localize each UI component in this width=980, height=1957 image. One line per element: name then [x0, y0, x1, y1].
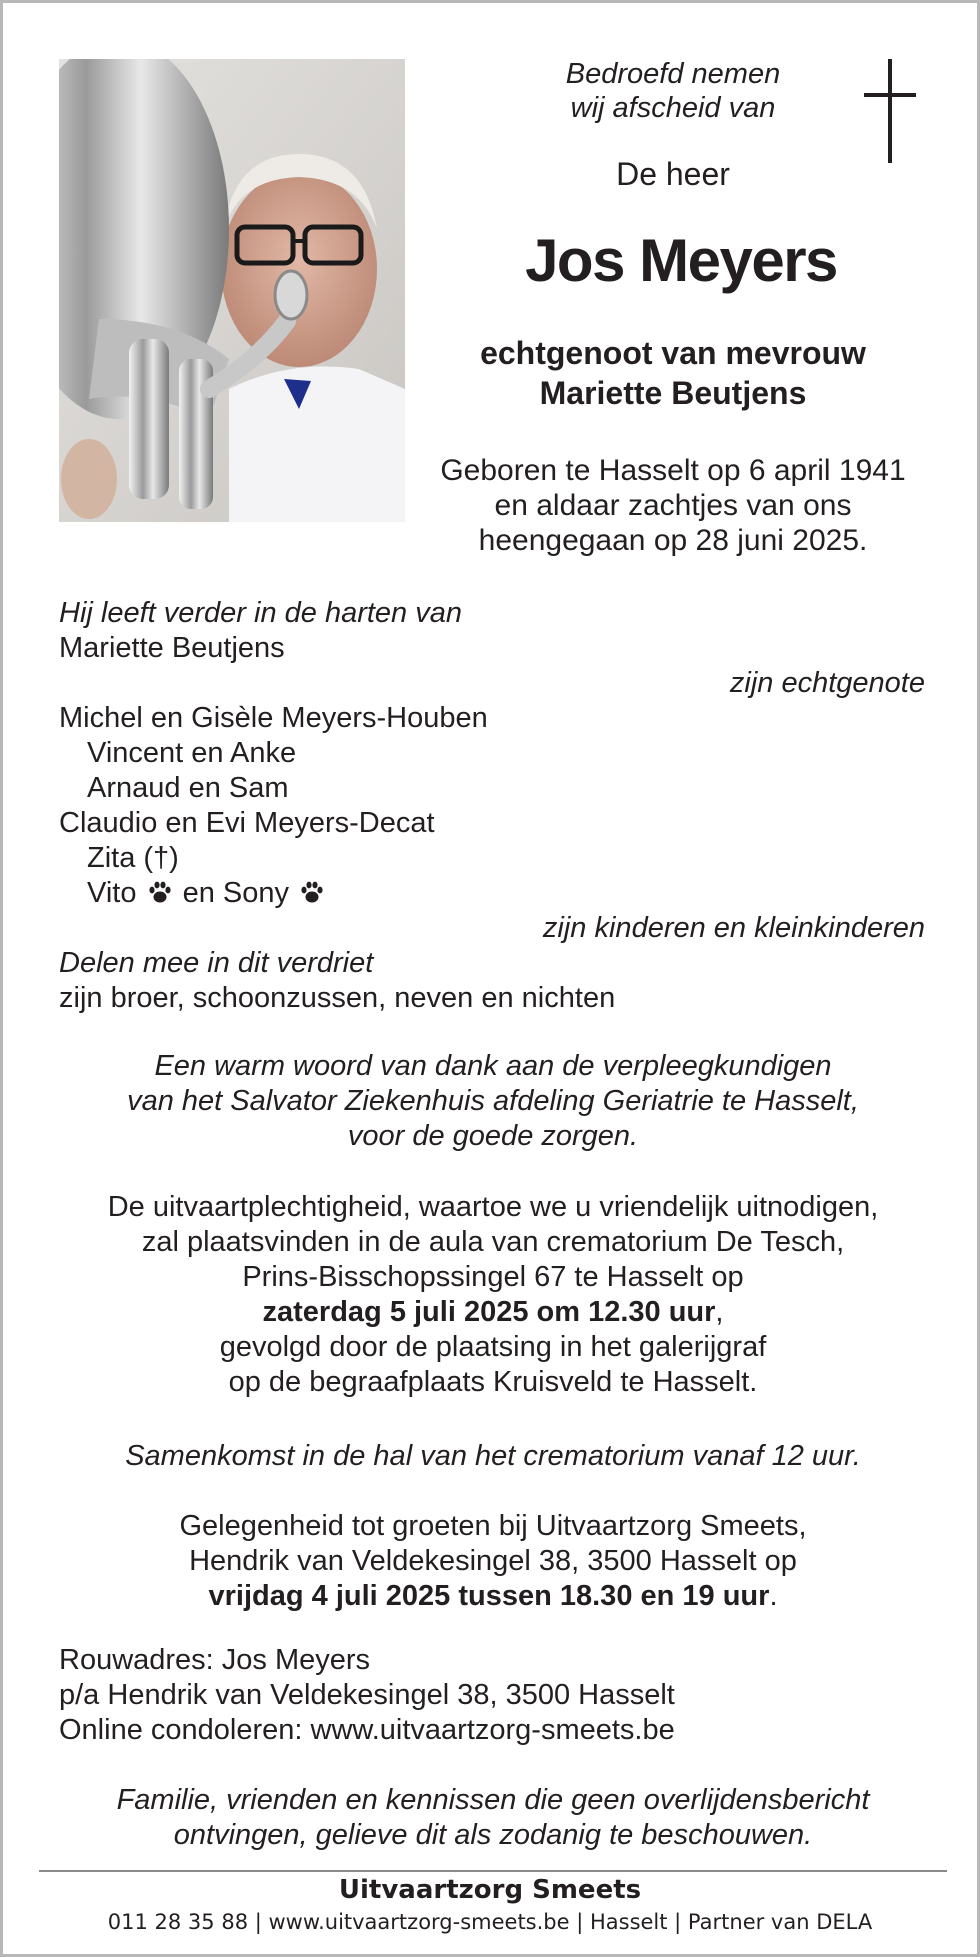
- gathering-line: Samenkomst in de hal van het crematorium vanaf 12 uur.: [125, 1440, 861, 1472]
- notice-section: [43, 1783, 943, 1853]
- thanks-line: Een warm woord van dank aan de verpleegkundigen: [154, 1050, 832, 1082]
- address-section: [59, 1643, 925, 1748]
- visitation-date-suffix: .: [769, 1580, 778, 1612]
- portrait-photo: [59, 59, 405, 522]
- grandchild-name: Arnaud en Sam: [87, 772, 289, 804]
- ceremony-line: gevolgd door de plaatsing in het galerijgraf: [219, 1331, 767, 1363]
- spouse-line: echtgenoot van mevrouw: [480, 335, 866, 371]
- birth-death-info: [403, 453, 943, 558]
- notice-line: Familie, vrienden en kennissen die geen overlijdensbericht: [116, 1784, 870, 1816]
- intro-line: wij afscheid van: [570, 92, 776, 124]
- portrait-illustration: [59, 59, 405, 522]
- family-section: [59, 596, 925, 1016]
- birth-line: Geboren te Hasselt op 6 april 1941: [440, 454, 906, 487]
- deceased-name: Jos Meyers: [525, 227, 837, 294]
- wife-name: Mariette Beutjens: [59, 632, 285, 664]
- salutation: De heer: [616, 156, 730, 192]
- paw-icon: [299, 879, 325, 905]
- notice-line: ontvingen, gelieve dit als zodanig te beschouwen.: [173, 1819, 813, 1851]
- heart-line: Hij leeft verder in de harten van: [59, 597, 462, 629]
- ceremony-section: [43, 1190, 943, 1400]
- ceremony-date: zaterdag 5 juli 2025 om 12.30 uur: [262, 1296, 716, 1328]
- ceremony-date-line: [43, 1295, 943, 1330]
- spouse-info: [423, 333, 923, 413]
- footer-contact[interactable]: 011 28 35 88 | www.uitvaartzorg-smeets.be | Hasselt | Partner van DELA: [107, 1910, 873, 1934]
- ceremony-date-suffix: ,: [715, 1296, 724, 1328]
- ceremony-line: Prins-Bisschopssingel 67 te Hasselt op: [242, 1261, 744, 1293]
- ceremony-line: De uitvaartplechtigheid, waartoe we u vriendelijk uitnodigen,: [107, 1191, 879, 1223]
- thanks-line: van het Salvator Ziekenhuis afdeling Geriatrie te Hasselt,: [127, 1085, 859, 1117]
- visitation-date-line: [43, 1579, 943, 1614]
- spouse-name: Mariette Beutjens: [539, 375, 807, 411]
- death-line: heengegaan op 28 juni 2025.: [478, 524, 868, 557]
- address-line: p/a Hendrik van Veldekesingel 38, 3500 Hasselt: [59, 1679, 675, 1711]
- relatives-line: zijn broer, schoonzussen, neven en nichten: [59, 982, 616, 1014]
- visitation-section: [43, 1509, 943, 1614]
- children-role: zijn kinderen en kleinkinderen: [542, 912, 925, 944]
- footer-divider: [39, 1870, 947, 1872]
- footer-company: Uitvaartzorg Smeets: [338, 1875, 642, 1905]
- ceremony-line: op de begraafplaats Kruisveld te Hasselt.: [228, 1366, 758, 1398]
- thanks-line: voor de goede zorgen.: [347, 1120, 639, 1152]
- address-line: Rouwadres: Jos Meyers: [59, 1644, 371, 1676]
- condolence-link[interactable]: Online condoleren: www.uitvaartzorg-smeets.be: [59, 1714, 675, 1746]
- death-line: en aldaar zachtjes van ons: [494, 489, 852, 522]
- pets-line: [59, 876, 925, 911]
- child-name: Claudio en Evi Meyers-Decat: [59, 807, 435, 839]
- grandchild-name: Zita (†): [87, 842, 179, 874]
- visitation-date: vrijdag 4 juli 2025 tussen 18.30 en 19 uur: [208, 1580, 770, 1612]
- visitation-line: Hendrik van Veldekesingel 38, 3500 Hasselt op: [189, 1545, 797, 1577]
- intro-line: Bedroefd nemen: [565, 58, 781, 90]
- child-name: Michel en Gisèle Meyers-Houben: [59, 702, 488, 734]
- ceremony-line: zal plaatsvinden in de aula van crematorium De Tesch,: [141, 1226, 845, 1258]
- wife-role: zijn echtgenote: [729, 667, 925, 699]
- paw-icon: [147, 879, 173, 905]
- pet-name: en Sony: [182, 877, 289, 909]
- grandchild-name: Vincent en Anke: [87, 737, 297, 769]
- pet-name: Vito: [87, 877, 137, 909]
- cross-icon: [859, 59, 921, 163]
- intro-text: [503, 57, 843, 125]
- share-line: Delen mee in dit verdriet: [59, 947, 374, 979]
- visitation-line: Gelegenheid tot groeten bij Uitvaartzorg Smeets,: [179, 1510, 807, 1542]
- thanks-section: [43, 1049, 943, 1154]
